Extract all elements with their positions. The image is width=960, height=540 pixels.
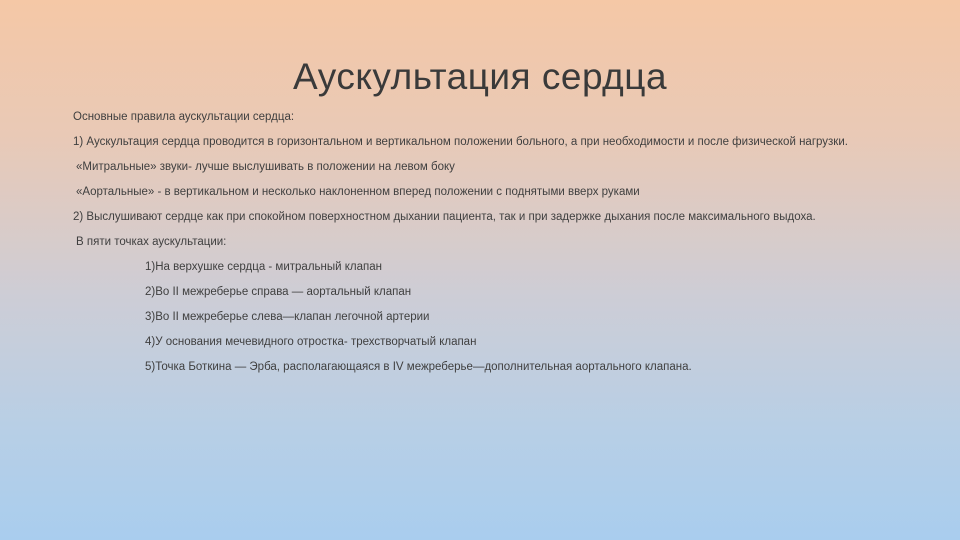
list-item: 2)Во II межреберье справа — аортальный клапан	[145, 286, 412, 298]
list-item: 1)На верхушке сердца - митральный клапан	[145, 261, 382, 273]
aortic-text: «Аортальные» - в вертикальном и несколько наклоненном вперед положении с поднятыми вверх руками	[76, 186, 640, 198]
list-item: 4)У основания мечевидного отростка- трехстворчатый клапан	[145, 336, 477, 348]
intro-text: Основные правила аускультации сердца:	[73, 111, 295, 123]
auscultation-points-list	[73, 260, 893, 374]
list-item: 3)Во II межреберье слева—клапан легочной артерии	[145, 311, 430, 323]
rule-2-text: 2) Выслушивают сердце как при спокойном поверхностном дыхании пациента, так и при задержке дыхания после максимального выдоха.	[73, 211, 816, 223]
mitral-text: «Митральные» звуки- лучше выслушивать в положении на левом боку	[76, 161, 455, 173]
slide-title: Аускультация сердца	[292, 56, 668, 97]
list-item: 5)Точка Боткина — Эрба, располагающаяся в IV межреберье—дополнительная аортального клапана.	[145, 361, 692, 373]
points-intro-text: В пяти точках аускультации:	[76, 236, 227, 248]
slide-content	[73, 110, 893, 385]
rule-1-text: 1) Аускультация сердца проводится в горизонтальном и вертикальном положении больного, а при необходимости и после физической нагрузки.	[73, 136, 848, 148]
